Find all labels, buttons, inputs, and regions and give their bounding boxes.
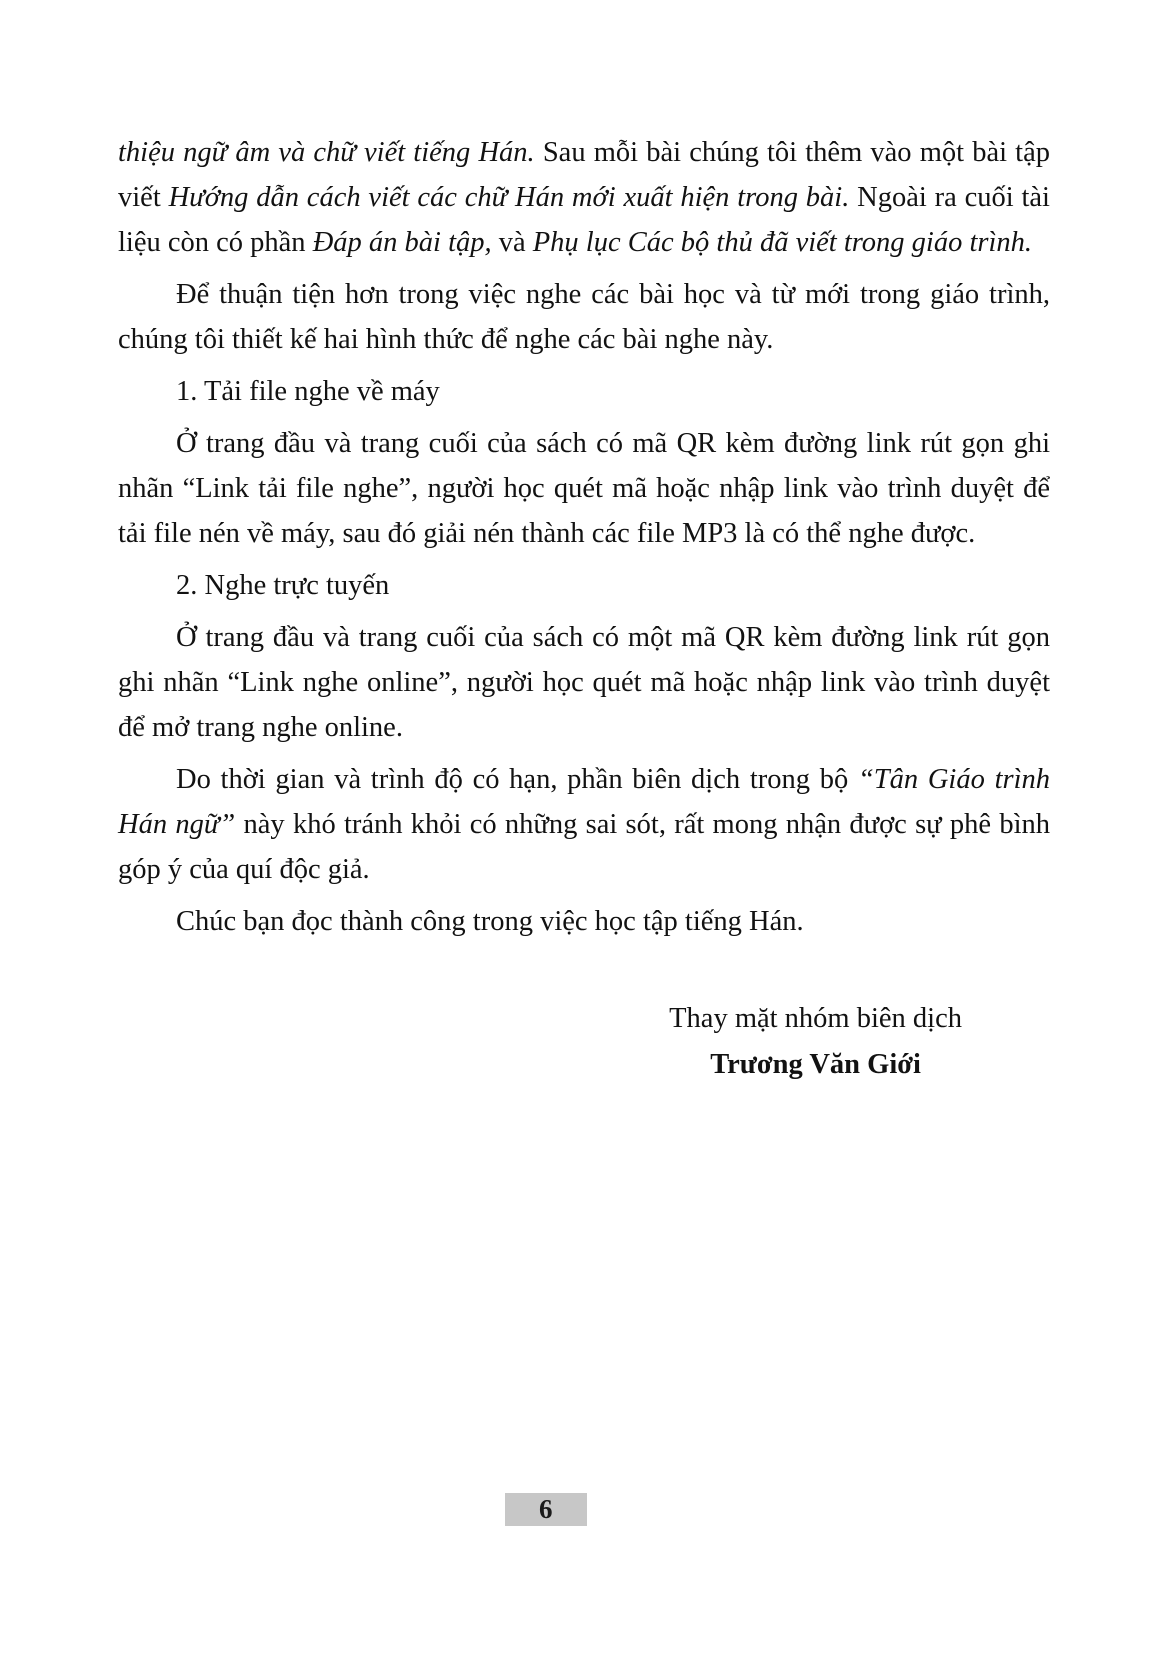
text-segment: Ở trang đầu và trang cuối của sách có một mã QR kèm đường link rút gọn ghi nhãn “Link nghe online”, người học quét mã hoặc nhập link vào trình duyệt để mở trang nghe online.: [118, 622, 1050, 743]
page-body: [118, 130, 1050, 1088]
paragraph: [118, 130, 1050, 265]
paragraph: [118, 899, 1050, 944]
signature-block: [669, 996, 962, 1088]
paragraph: [118, 421, 1050, 556]
text-segment: Hướng dẫn cách viết các chữ Hán mới xuất hiện trong bài.: [168, 182, 850, 213]
text-segment: Chúc bạn đọc thành công trong việc học tập tiếng Hán.: [176, 906, 804, 937]
text-segment: này khó tránh khỏi có những sai sót, rất mong nhận được sự phê bình góp ý của quí độc giả.: [118, 809, 1050, 885]
text-segment: Phụ lục Các bộ thủ đã viết trong giáo trình.: [532, 227, 1033, 258]
page-number: 6: [505, 1493, 587, 1526]
text-segment: 1. Tải file nghe về máy: [176, 376, 440, 407]
text-segment: Ngoài ra cuối tài liệu còn có phần: [118, 182, 1050, 258]
text-segment: Đáp án bài tập,: [312, 227, 492, 258]
paragraph: [118, 272, 1050, 362]
text-segment: Ở trang đầu và trang cuối của sách có mã QR kèm đường link rút gọn ghi nhãn “Link tải file nghe”, người học quét mã hoặc nhập link vào trình duyệt để tải file nén về máy, sau đó giải nén thành các file MP3 là có thể nghe được.: [118, 428, 1050, 549]
text-segment: Do thời gian và trình độ có hạn, phần biên dịch trong bộ: [176, 764, 858, 795]
text-segment: “Tân Giáo trình Hán ngữ”: [118, 764, 1050, 840]
signature-role-line: Thay mặt nhóm biên dịch: [669, 1003, 962, 1034]
paragraph: [118, 369, 1050, 414]
text-segment: Để thuận tiện hơn trong việc nghe các bài học và từ mới trong giáo trình, chúng tôi thiết kế hai hình thức để nghe các bài nghe này.: [118, 279, 1050, 355]
paragraph: [118, 563, 1050, 608]
paragraph: [118, 615, 1050, 750]
text-segment: Sau mỗi bài chúng tôi thêm vào một bài tập viết: [118, 137, 1050, 213]
signature-name: Trương Văn Giới: [710, 1049, 921, 1080]
text-segment: 2. Nghe trực tuyến: [176, 570, 390, 601]
text-segment: và: [491, 227, 533, 258]
text-segment: thiệu ngữ âm và chữ viết tiếng Hán.: [118, 137, 535, 168]
paragraph: [118, 757, 1050, 892]
